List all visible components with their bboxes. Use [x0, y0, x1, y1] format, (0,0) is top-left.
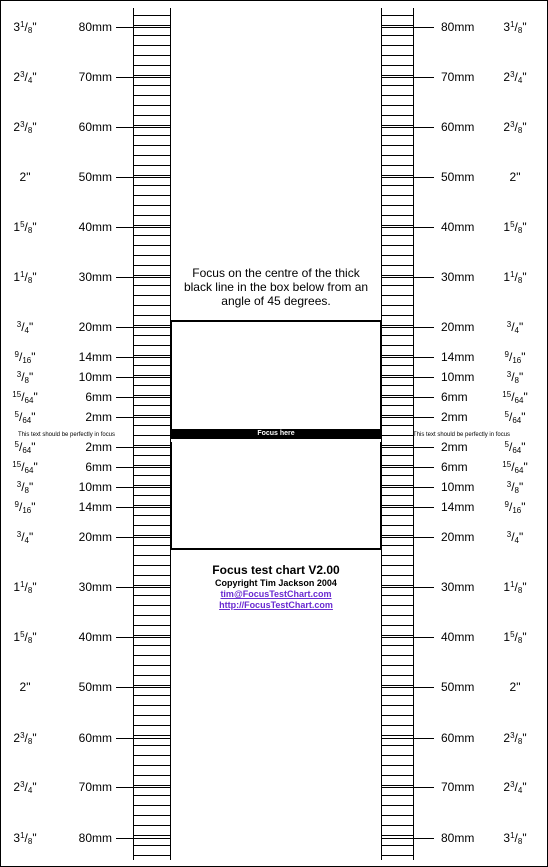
inch-label-right: $^3/_4$"	[506, 320, 524, 335]
chart-footer	[172, 563, 380, 611]
mm-label-left: 50mm	[78, 170, 112, 184]
inch-label-right: $3^1/_8$"	[503, 831, 527, 846]
inch-label-left: $2^3/_8$"	[13, 120, 37, 135]
inch-label-left: $1^5/_8$"	[13, 220, 37, 235]
mm-label-right: 50mm	[441, 680, 475, 694]
instruction-text: Focus on the centre of the thick black line in the box below from an angle of 45 degrees.	[183, 266, 369, 308]
inch-label-left: $^9/_{16}$"	[14, 350, 36, 365]
mm-label-left: 30mm	[78, 270, 112, 284]
mm-label-left: 70mm	[78, 780, 112, 794]
inch-label-right: $^9/_{16}$"	[504, 350, 526, 365]
mm-label-right: 30mm	[441, 580, 475, 594]
inch-label-right: $^3/_4$"	[506, 530, 524, 545]
inch-label-right: $2^3/_4$"	[503, 780, 527, 795]
mm-label-right: 40mm	[441, 220, 475, 234]
mm-label-left: 10mm	[78, 370, 112, 384]
inch-label-left: $^3/_4$"	[16, 320, 34, 335]
right-side-note: This text should be perfectly in focus	[413, 432, 511, 438]
inch-label-right: $2^3/_8$"	[503, 731, 527, 746]
inch-label-left: 2"	[19, 680, 31, 694]
mm-label-left: 10mm	[78, 480, 112, 494]
mm-label-right: 20mm	[441, 320, 475, 334]
focus-box-upper	[170, 320, 382, 430]
mm-label-left: 2mm	[85, 440, 112, 454]
mm-label-left: 40mm	[78, 220, 112, 234]
mm-label-right: 14mm	[441, 500, 475, 514]
inch-label-right: $1^5/_8$"	[503, 630, 527, 645]
inch-label-right: $^5/_{64}$"	[504, 410, 526, 425]
inch-label-left: $1^1/_8$"	[13, 270, 37, 285]
mm-label-right: 70mm	[441, 780, 475, 794]
mm-label-left: 60mm	[78, 120, 112, 134]
mm-label-left: 6mm	[85, 390, 112, 404]
inch-label-right: $1^1/_8$"	[503, 580, 527, 595]
mm-label-right: 10mm	[441, 480, 475, 494]
mm-label-left: 50mm	[78, 680, 112, 694]
inch-label-right: $^{15}/_{64}$"	[502, 390, 528, 405]
mm-label-left: 6mm	[85, 460, 112, 474]
inch-label-left: $^9/_{16}$"	[14, 500, 36, 515]
mm-label-right: 6mm	[441, 460, 468, 474]
mm-label-right: 60mm	[441, 731, 475, 745]
inch-label-left: $3^1/_8$"	[13, 20, 37, 35]
inch-label-left: $^3/_8$"	[16, 370, 34, 385]
mm-label-right: 2mm	[441, 440, 468, 454]
mm-label-left: 40mm	[78, 630, 112, 644]
mm-label-left: 20mm	[78, 320, 112, 334]
mm-label-left: 60mm	[78, 731, 112, 745]
focus-box-lower	[170, 442, 382, 550]
inch-label-left: $^{15}/_{64}$"	[12, 390, 38, 405]
inch-label-right: 2"	[509, 170, 521, 184]
mm-label-right: 14mm	[441, 350, 475, 364]
mm-label-left: 80mm	[78, 20, 112, 34]
mm-label-right: 40mm	[441, 630, 475, 644]
inch-label-left: $^{15}/_{64}$"	[12, 460, 38, 475]
mm-label-right: 30mm	[441, 270, 475, 284]
mm-label-right: 50mm	[441, 170, 475, 184]
inch-label-left: $2^3/_4$"	[13, 70, 37, 85]
inch-label-right: $^5/_{64}$"	[504, 440, 526, 455]
mm-label-left: 70mm	[78, 70, 112, 84]
chart-title: Focus test chart V2.00	[212, 563, 340, 577]
copyright-text: Copyright Tim Jackson 2004	[215, 578, 337, 588]
inch-label-right: $^9/_{16}$"	[504, 500, 526, 515]
inch-label-right: $2^3/_4$"	[503, 70, 527, 85]
left-side-note: This text should be perfectly in focus	[18, 432, 116, 438]
website-link[interactable]: http://FocusTestChart.com	[219, 600, 333, 610]
mm-label-left: 14mm	[78, 350, 112, 364]
inch-label-left: $2^3/_8$"	[13, 731, 37, 746]
inch-label-right: $^3/_8$"	[506, 480, 524, 495]
mm-label-right: 2mm	[441, 410, 468, 424]
inch-label-left: $3^1/_8$"	[13, 831, 37, 846]
mm-label-left: 20mm	[78, 530, 112, 544]
inch-label-left: $1^1/_8$"	[13, 580, 37, 595]
mm-label-right: 60mm	[441, 120, 475, 134]
inch-label-right: $2^3/_8$"	[503, 120, 527, 135]
mm-label-left: 14mm	[78, 500, 112, 514]
inch-label-right: $^{15}/_{64}$"	[502, 460, 528, 475]
inch-label-left: $^5/_{64}$"	[14, 410, 36, 425]
focus-line: Focus here	[170, 429, 382, 439]
mm-label-right: 20mm	[441, 530, 475, 544]
mm-label-left: 80mm	[78, 831, 112, 845]
inch-label-left: $1^5/_8$"	[13, 630, 37, 645]
mm-label-right: 6mm	[441, 390, 468, 404]
mm-label-right: 80mm	[441, 831, 475, 845]
mm-label-left: 2mm	[85, 410, 112, 424]
email-link[interactable]: tim@FocusTestChart.com	[220, 589, 332, 599]
mm-label-left: 30mm	[78, 580, 112, 594]
inch-label-right: $1^5/_8$"	[503, 220, 527, 235]
mm-label-right: 70mm	[441, 70, 475, 84]
inch-label-left: $^5/_{64}$"	[14, 440, 36, 455]
mm-label-right: 80mm	[441, 20, 475, 34]
inch-label-left: $^3/_8$"	[16, 480, 34, 495]
inch-label-right: $^3/_8$"	[506, 370, 524, 385]
inch-label-right: $1^1/_8$"	[503, 270, 527, 285]
inch-label-right: 2"	[509, 680, 521, 694]
mm-label-right: 10mm	[441, 370, 475, 384]
inch-label-left: $2^3/_4$"	[13, 780, 37, 795]
inch-label-left: $^3/_4$"	[16, 530, 34, 545]
inch-label-left: 2"	[19, 170, 31, 184]
inch-label-right: $3^1/_8$"	[503, 20, 527, 35]
